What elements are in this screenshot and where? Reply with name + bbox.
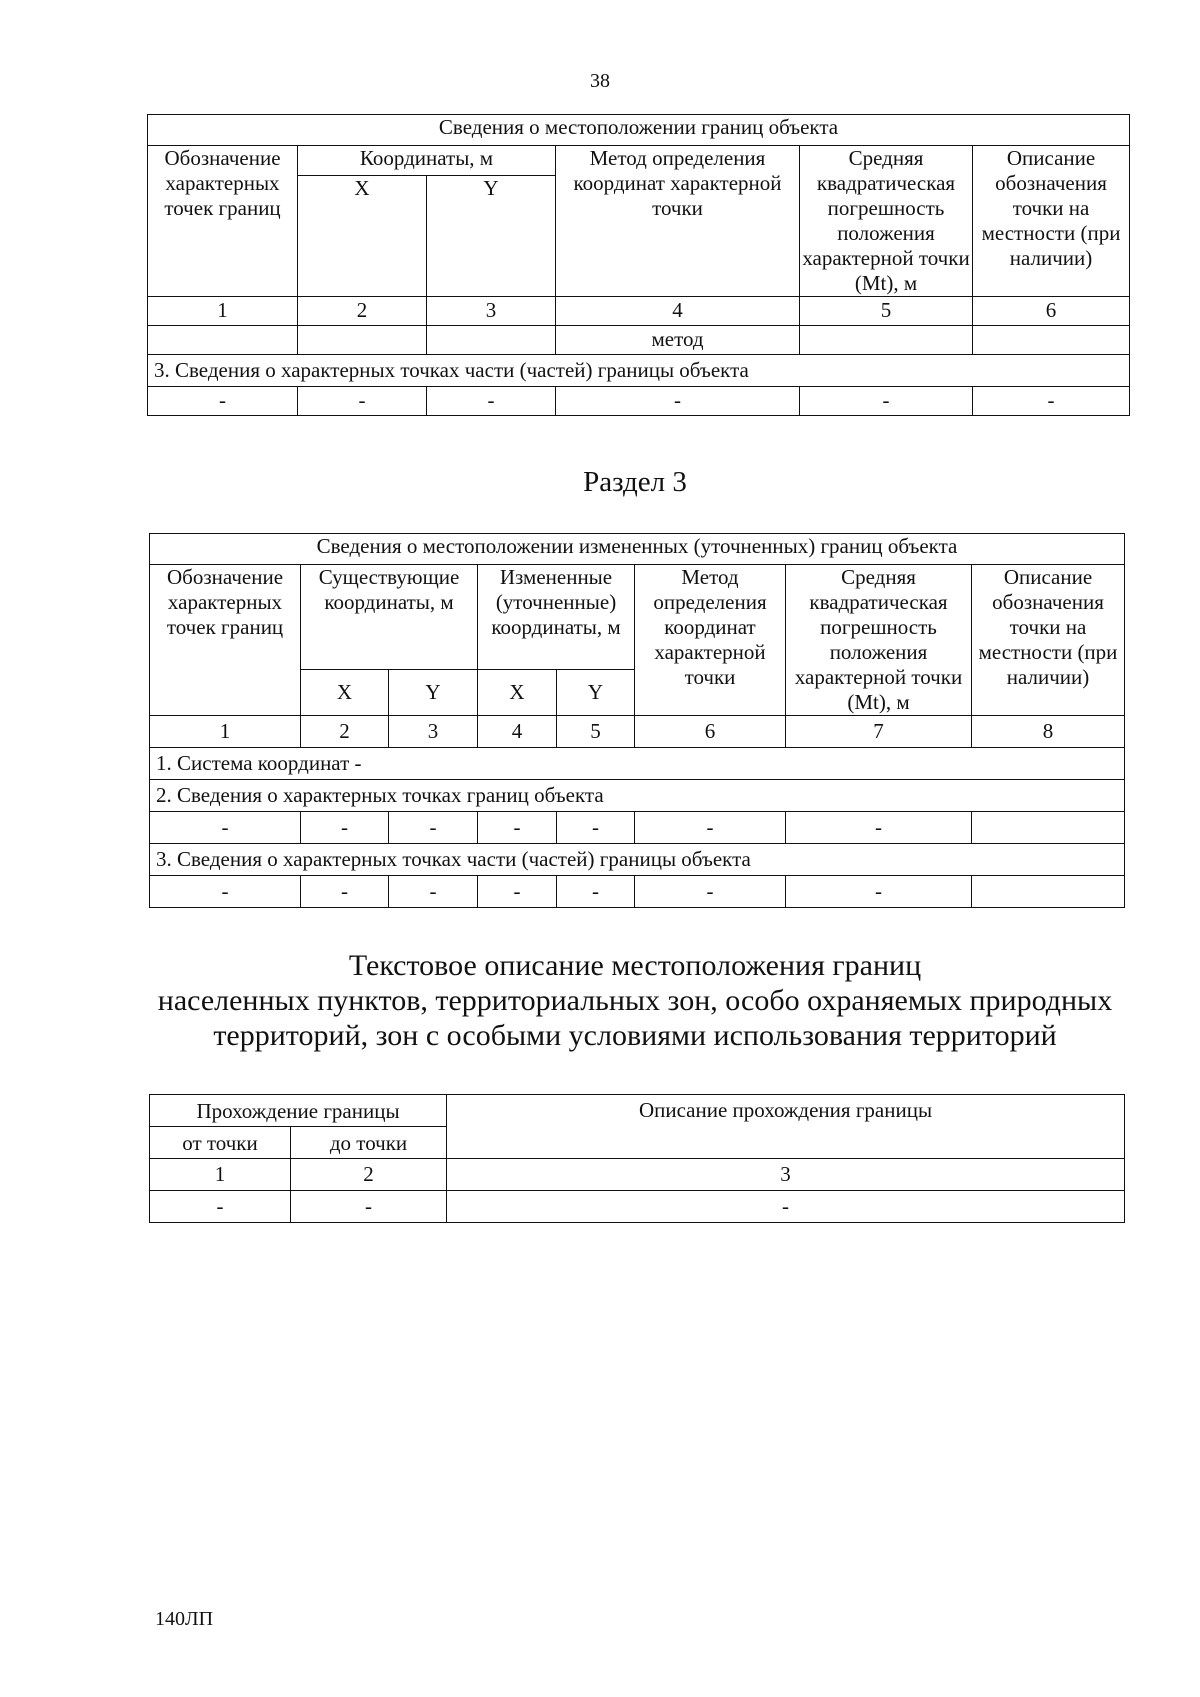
header-x: X — [301, 670, 389, 716]
table-cell: - — [478, 812, 557, 844]
heading-line: Текстовое описание местоположения границ — [348, 949, 922, 982]
table-cell: - — [447, 1191, 1125, 1223]
section-heading: Раздел 3 — [583, 466, 687, 498]
table-cell: - — [973, 387, 1130, 416]
header-mean-error: Средняя квадратическая погрешность положения характерной точки (Mt), м — [800, 146, 973, 297]
table-cell: - — [635, 876, 786, 908]
table-cell: - — [150, 812, 301, 844]
footer-code: 140ЛП — [155, 1608, 214, 1630]
table-row — [148, 326, 1130, 355]
table-cell: - — [301, 876, 389, 908]
column-number: 7 — [786, 716, 972, 748]
table-cell: - — [557, 812, 635, 844]
heading-line: территорий, зон с особыми условиями использования территорий — [213, 1019, 1057, 1052]
table-cell: - — [291, 1191, 447, 1223]
header-y: Y — [389, 670, 478, 716]
column-number: 8 — [972, 716, 1125, 748]
table-cell — [972, 812, 1125, 844]
table-cell: - — [389, 812, 478, 844]
header-passage-description: Описание прохождения границы — [447, 1095, 1125, 1159]
column-number-row — [148, 297, 1130, 326]
column-number-row — [150, 1159, 1125, 1191]
header-description: Описание обозначения точки на местности (при наличии) — [973, 146, 1130, 297]
header-x: X — [298, 176, 427, 297]
table-row — [148, 387, 1130, 416]
table-row — [150, 876, 1125, 908]
header-method: Метод определения координат характерной точки — [556, 146, 800, 297]
table-cell: - — [150, 1191, 291, 1223]
column-number: 1 — [150, 716, 301, 748]
table-cell: - — [478, 876, 557, 908]
section-label: 3. Сведения о характерных точках части (частей) границы объекта — [150, 844, 1125, 876]
column-number: 6 — [973, 297, 1130, 326]
column-number: 3 — [447, 1159, 1125, 1191]
header-from-point: от точки — [150, 1127, 291, 1159]
column-number-row — [150, 716, 1125, 748]
column-number: 4 — [478, 716, 557, 748]
table-cell: - — [800, 387, 973, 416]
table-cell: - — [301, 812, 389, 844]
header-y: Y — [557, 670, 635, 716]
column-number: 2 — [298, 297, 427, 326]
boundary-location-table — [147, 114, 1130, 416]
column-number: 6 — [635, 716, 786, 748]
header-mean-error: Средняя квадратическая погрешность положения характерной точки (Mt), м — [786, 565, 972, 716]
header-description: Описание обозначения точки на местности (при наличии) — [972, 565, 1125, 716]
column-number: 1 — [148, 297, 298, 326]
table-cell: - — [389, 876, 478, 908]
header-method: Метод определения координат характерной точки — [635, 565, 786, 716]
column-number: 2 — [291, 1159, 447, 1191]
header-y: Y — [427, 176, 556, 297]
column-number: 4 — [556, 297, 800, 326]
header-x: X — [478, 670, 557, 716]
table-cell: - — [148, 387, 298, 416]
column-number: 3 — [389, 716, 478, 748]
header-changed-coordinates: Измененные (уточненные) координаты, м — [478, 565, 635, 670]
column-number: 5 — [557, 716, 635, 748]
table-row — [150, 1191, 1125, 1223]
column-number: 2 — [301, 716, 389, 748]
table-cell: - — [298, 387, 427, 416]
table-row — [150, 812, 1125, 844]
table-cell: - — [557, 876, 635, 908]
table-title: Сведения о местоположении границ объекта — [148, 115, 1130, 146]
changed-boundary-table — [149, 533, 1125, 908]
section-label: 1. Система координат - — [150, 748, 1125, 780]
page-number: 38 — [590, 70, 610, 92]
header-existing-coordinates: Существующие координаты, м — [301, 565, 478, 670]
header-coordinates: Координаты, м — [298, 146, 556, 176]
header-point-designation: Обозначение характерных точек границ — [148, 146, 298, 297]
table-title: Сведения о местоположении измененных (уточненных) границ объекта — [150, 534, 1125, 565]
column-number: 1 — [150, 1159, 291, 1191]
column-number: 5 — [800, 297, 973, 326]
table-cell: - — [786, 812, 972, 844]
header-point-designation: Обозначение характерных точек границ — [150, 565, 301, 716]
table-cell: - — [427, 387, 556, 416]
table-cell — [972, 876, 1125, 908]
section-label: 3. Сведения о характерных точках части (частей) границы объекта — [148, 355, 1130, 387]
boundary-passage-table — [149, 1094, 1125, 1223]
column-number: 3 — [427, 297, 556, 326]
table-cell: - — [150, 876, 301, 908]
header-passage: Прохождение границы — [150, 1095, 447, 1127]
header-to-point: до точки — [291, 1127, 447, 1159]
table-cell: - — [635, 812, 786, 844]
section-label: 2. Сведения о характерных точках границ объекта — [150, 780, 1125, 812]
text-description-heading — [135, 948, 1135, 1053]
table-cell: - — [556, 387, 800, 416]
heading-line: населенных пунктов, территориальных зон, особо охраняемых природных — [157, 984, 1113, 1017]
table-cell: - — [786, 876, 972, 908]
method-cell: метод — [556, 326, 800, 355]
